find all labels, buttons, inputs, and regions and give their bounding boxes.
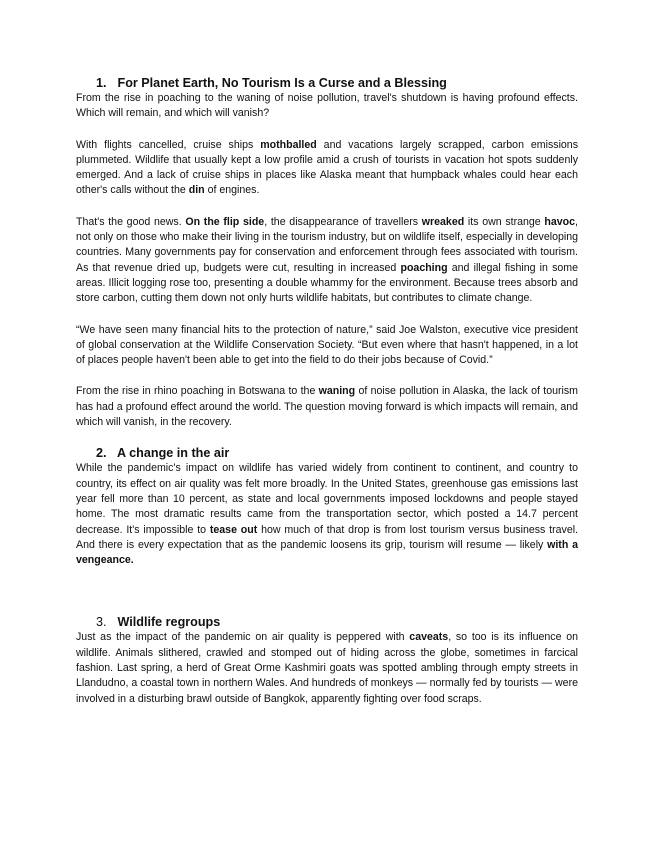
section-3-paragraph-1: Just as the impact of the pandemic on air quality is peppered with caveats, so too is its influence on wildlife. Animals slithered, crawled and stomped out of hiding across the globe, sometimes in farcical fashion. Last spring, a herd of Great Orme Kashmiri goats was spotted ambling through empty streets in Llandudno, a coastal town in northern Wales. And hundreds of monkeys — normally fed by tourists — were involved in a disturbing brawl outside of Bangkok, apparently fighting over food scraps. [76, 631, 579, 705]
section-2-title: A change in the air [117, 446, 230, 461]
section-1-paragraph-1: With flights cancelled, cruise ships mothballed and vacations largely scrapped, carbon emissions plummeted. Wildlife that usually kept a low profile amid a crush of tourists in vacation hot spots suddenly emerged. And a lack of cruise ships in places like Alaska meant that humpback whales could hear each other's calls without the din of engines. [76, 138, 578, 197]
term-mothballed: mothballed [260, 138, 317, 151]
section-2-heading [76, 446, 578, 461]
section-2-number: 2. [96, 446, 107, 461]
document-page [76, 76, 578, 707]
term-poaching: poaching [400, 261, 448, 274]
term-on-the-flip-side: On the flip side [185, 215, 265, 228]
section-1-paragraph-2: That's the good news. On the flip side, the disappearance of travellers wreaked its own strange havoc, not only on those who make their living in the tourism industry, but on wildlife itself, especially in developing countries. Many governments pay for conservation and enforcement through fees associated with tourism. As that revenue dried up, budgets were cut, resulting in increased poaching and illegal fishing in some areas. Illicit logging rose too, presenting a double whammy for the environment. Because trees absorb and store carbon, cutting them down not only hurts wildlife habitats, but contributes to climate change. [76, 215, 578, 305]
term-din: din [188, 184, 205, 197]
term-waning: waning [318, 385, 356, 398]
section-1-intro: From the rise in poaching to the waning of noise pollution, travel's shutdown is having profound effects. Which will remain, and which will vanish? [76, 92, 578, 120]
section-1-heading [76, 76, 578, 91]
section-2-paragraph-1: While the pandemic's impact on wildlife has varied widely from continent to continent, and country to country, its effect on air quality was felt more broadly. In the United States, greenhouse gas emissions last year fell more than 10 percent, as state and local governments imposed lockdowns and people stayed home. The most dramatic results came from the transportation sector, which posted a 14.7 percent decrease. It's impossible to tease out how much of that drop is from lost tourism versus business travel. And there is every expectation that as the pandemic loosens its grip, tourism will resume — likely with a vengeance. [76, 462, 579, 567]
term-havoc: havoc [544, 215, 576, 228]
term-caveats: caveats [409, 631, 449, 644]
section-1-paragraph-3: “We have seen many financial hits to the protection of nature,” said Joe Walston, executive vice president of global conservation at the Wildlife Conservation Society. “But even where that hasn't happened, in a lot of places people haven't been able to get into the field to do their jobs because of Covid.” [76, 323, 578, 367]
section-3-number: 3. [96, 615, 107, 630]
term-with-a-vengeance: with a vengeance. [76, 538, 578, 567]
section-1-number: 1. [96, 76, 107, 90]
section-1-title: For Planet Earth, No Tourism Is a Curse and a Blessing [117, 76, 447, 90]
section-3-title: Wildlife regroups [117, 615, 221, 630]
section-1-paragraph-4: From the rise in rhino poaching in Botswana to the waning of noise pollution in Alaska, the lack of tourism has had a profound effect around the world. The question moving forward is which impacts will remain, and which will vanish, in the recovery. [76, 385, 578, 429]
section-3-heading [76, 615, 578, 630]
term-tease-out: tease out [209, 523, 258, 536]
term-wreaked: wreaked [421, 215, 465, 228]
